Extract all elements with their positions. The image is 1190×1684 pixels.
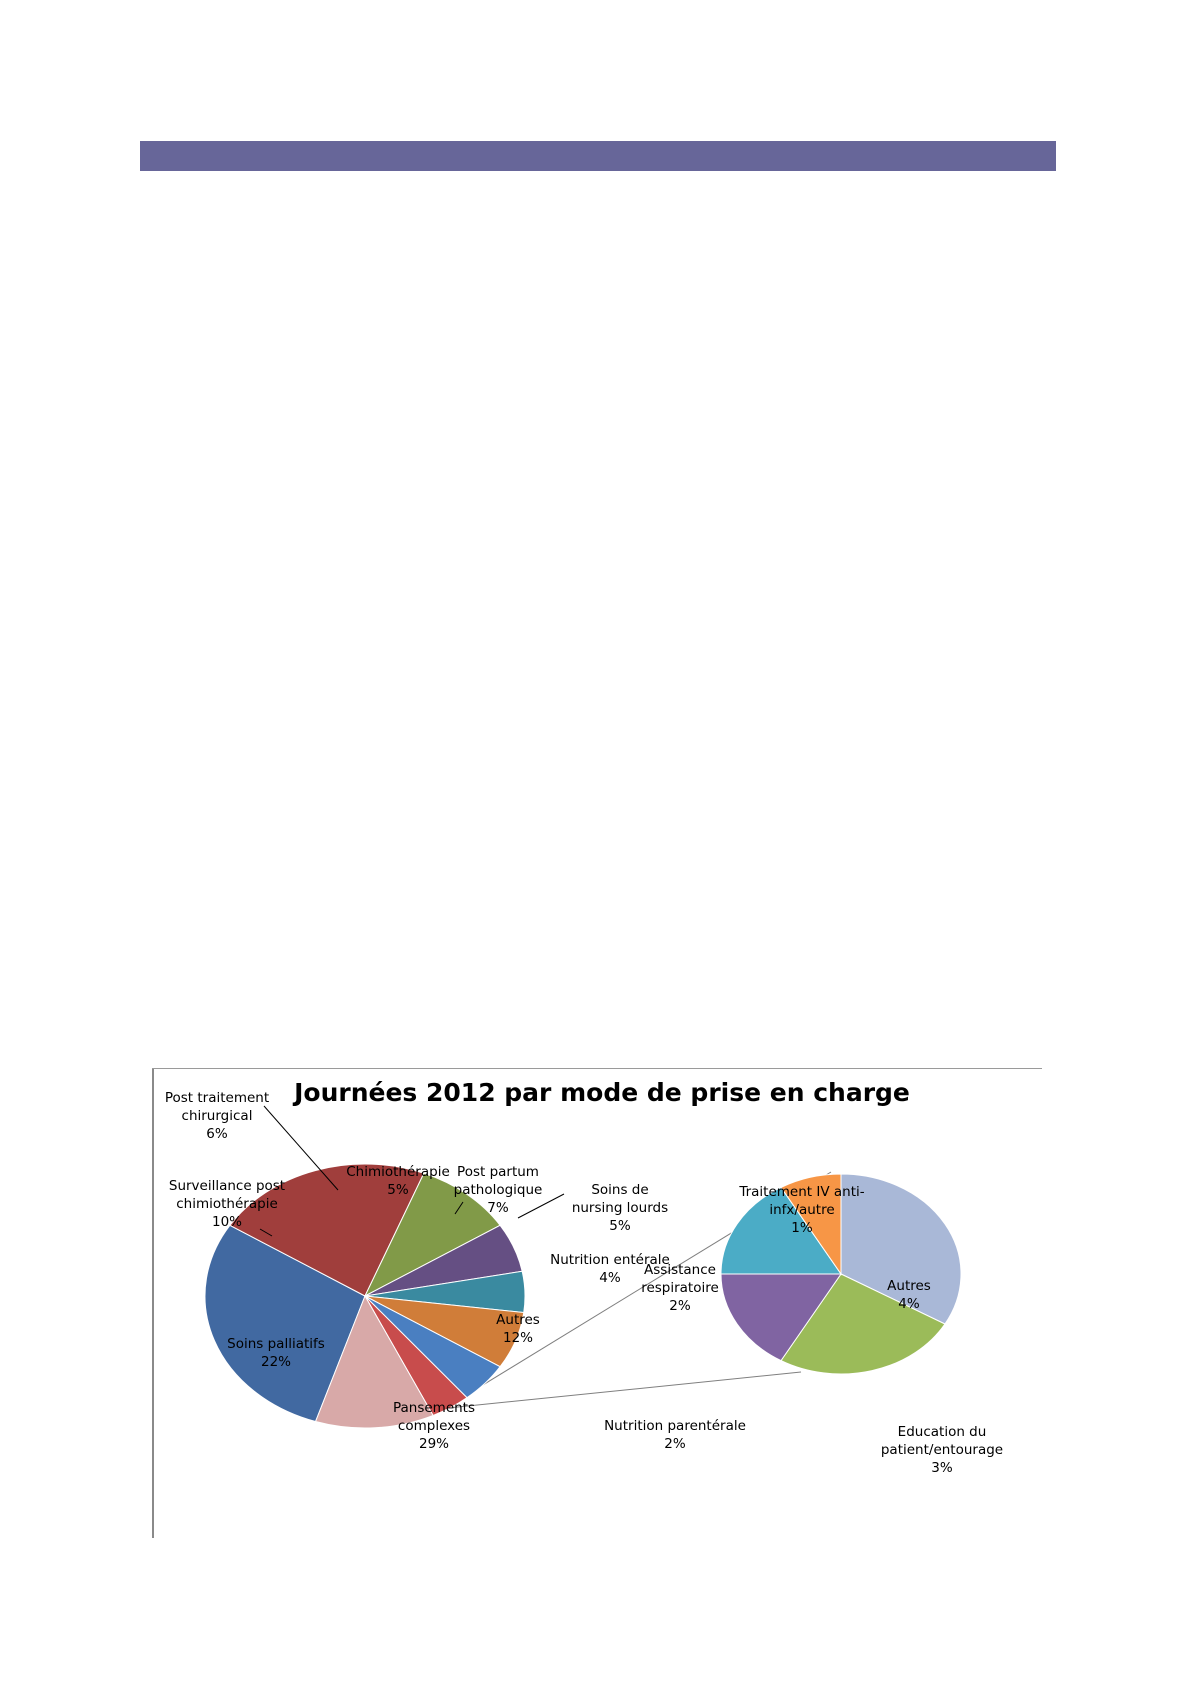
- secondary-label-line: 4%: [898, 1296, 920, 1312]
- main-label-line: Soins de: [591, 1182, 649, 1198]
- secondary-label-education-du-patient-entourage: [881, 1424, 1003, 1476]
- main-label-line: complexes: [397, 1418, 471, 1434]
- main-label-line: Post traitement: [164, 1090, 270, 1106]
- main-label-line: chimiothérapie: [176, 1196, 278, 1212]
- header-bar: [140, 141, 1056, 171]
- main-label-line: Chimiothérapie: [346, 1164, 450, 1180]
- chart-frame: [152, 1068, 1042, 1538]
- main-label-line: 10%: [211, 1214, 243, 1230]
- main-label-line: 5%: [609, 1218, 631, 1234]
- main-label-line: Nutrition entérale: [550, 1252, 670, 1268]
- main-label-line: 29%: [418, 1436, 450, 1452]
- main-label-line: Surveillance post: [168, 1178, 286, 1194]
- secondary-label-line: Assistance: [644, 1262, 716, 1278]
- secondary-label-line: Nutrition parentérale: [604, 1418, 746, 1434]
- main-label-line: 22%: [260, 1354, 292, 1370]
- main-label-line: chirurgical: [181, 1108, 253, 1124]
- secondary-label-assistance-respiratoire: [641, 1262, 719, 1314]
- main-label-pansements-complexes: [393, 1400, 475, 1452]
- secondary-label-line: 1%: [791, 1220, 813, 1236]
- secondary-label-line: Education du: [897, 1424, 987, 1440]
- secondary-label-line: Traitement IV anti-: [739, 1184, 865, 1200]
- secondary-label-line: respiratoire: [641, 1280, 719, 1296]
- main-label-line: Pansements: [392, 1400, 476, 1416]
- secondary-label-nutrition-parenterale: [604, 1418, 746, 1452]
- secondary-label-line: infx/autre: [769, 1202, 835, 1218]
- main-label-post-traitement-chirurgical: [165, 1090, 269, 1142]
- secondary-label-line: Autres: [887, 1278, 931, 1294]
- main-label-line: 5%: [387, 1182, 409, 1198]
- main-label-line: 4%: [599, 1270, 621, 1286]
- secondary-pie: [721, 1174, 961, 1374]
- main-label-line: Autres: [496, 1312, 540, 1328]
- main-label-line: 6%: [206, 1126, 228, 1142]
- secondary-label-line: 2%: [664, 1436, 686, 1452]
- secondary-label-line: patient/entourage: [880, 1442, 1004, 1458]
- main-label-soins-de-nursing-lourds: [572, 1182, 668, 1234]
- main-label-line: 7%: [487, 1200, 509, 1216]
- secondary-label-line: 3%: [931, 1460, 953, 1476]
- pie-of-pie-chart: [152, 1068, 1042, 1538]
- main-label-line: Post partum: [457, 1164, 539, 1180]
- main-label-line: nursing lourds: [571, 1200, 669, 1216]
- main-label-line: pathologique: [453, 1182, 543, 1198]
- main-label-line: 12%: [502, 1330, 534, 1346]
- chart-title: Journées 2012 par mode de prise en charge: [294, 1078, 910, 1107]
- secondary-label-line: 2%: [669, 1298, 691, 1314]
- main-label-line: Soins palliatifs: [227, 1336, 325, 1352]
